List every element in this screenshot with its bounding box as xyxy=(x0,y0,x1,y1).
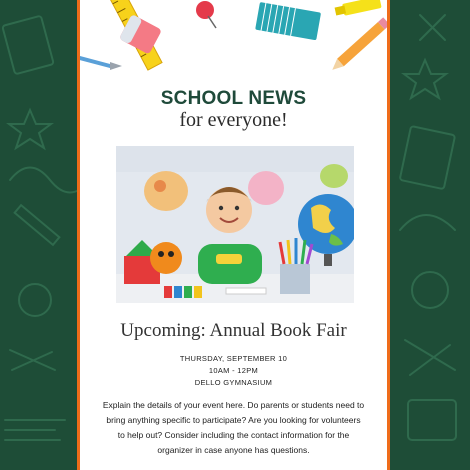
highlighter-icon xyxy=(334,0,381,17)
pencil-icon xyxy=(329,17,387,73)
event-title: Upcoming: Annual Book Fair xyxy=(120,320,347,341)
newsletter-card xyxy=(77,0,390,470)
event-time: 10AM - 12PM xyxy=(208,366,259,375)
paintbrush-icon xyxy=(80,58,122,70)
event-date: THURSDAY, SEPTEMBER 10 xyxy=(179,354,288,363)
event-location: DELLO GYMNASIUM xyxy=(194,378,273,387)
pushpin-icon xyxy=(196,1,216,28)
event-photo xyxy=(116,146,354,303)
newsletter-subhead: for everyone! xyxy=(179,109,288,131)
school-supplies-header xyxy=(80,0,387,85)
notebook-icon xyxy=(255,2,321,40)
event-description: Explain the details of your event here. Do parents or students need to bring anything specific to participate? Are you looking for volunteers to help out? Consider including the contact information for the organizer in case anyone has questions. xyxy=(102,400,365,455)
newsletter-headline: SCHOOL NEWS xyxy=(160,88,307,109)
